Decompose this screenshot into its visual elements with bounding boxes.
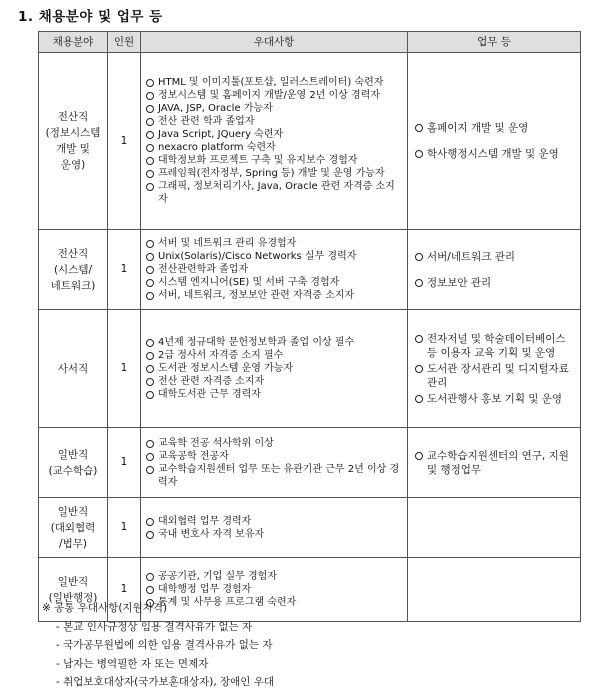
preferred-item: JAVA, JSP, Oracle 가능자 [145, 102, 403, 115]
preferred-item: 그래픽, 정보처리기사, Java, Oracle 관련 자격증 소지자 [145, 180, 403, 206]
duties-list [412, 332, 576, 406]
preferred-cell [141, 230, 408, 310]
count-cell: 1 [108, 428, 141, 498]
preferred-list [145, 237, 403, 302]
field-line: (시스템/ [53, 263, 93, 276]
preferred-item: 대학정보화 프로젝트 구축 및 유지보수 경험자 [145, 154, 403, 167]
duty-item: 정보보안 관리 [414, 276, 576, 290]
field-cell [39, 310, 108, 428]
field-cell [39, 428, 108, 498]
count-cell: 1 [108, 53, 141, 230]
common-item: - 국가공무원법에 의한 임용 결격사유가 없는 자 [56, 636, 274, 655]
preferred-item: nexacro platform 숙련자 [145, 141, 403, 154]
recruitment-table [38, 31, 581, 622]
preferred-list [145, 336, 403, 401]
header-field: 채용분야 [39, 32, 108, 53]
table-row [39, 310, 581, 428]
header-count: 인원 [108, 32, 141, 53]
preferred-item: 4년제 정규대학 문헌정보학과 졸업 이상 필수 [145, 336, 403, 349]
field-line: 개발 및 [56, 143, 90, 155]
field-cell [39, 230, 108, 310]
preferred-item: 대학행정 업무 경험자 [145, 583, 403, 596]
preferred-item: 교수학습지원센터 업무 또는 유관기관 근무 2년 이상 경력자 [145, 463, 403, 489]
preferred-item: 통계 및 사무용 프로그램 숙련자 [145, 596, 403, 609]
page-title: 1. 채용분야 및 업무 등 [18, 9, 163, 25]
preferred-item: HTML 및 이미지툴(포토샵, 일러스트레이터) 숙련자 [145, 76, 403, 89]
duty-item: 전자저널 및 학술데이터베이스 등 이용자 교육 기획 및 운영 [414, 332, 576, 360]
duties-cell [408, 230, 581, 310]
preferred-cell [141, 428, 408, 498]
field-line: (교수학습) [48, 464, 98, 477]
preferred-item: 시스템 엔지니어(SE) 및 서버 구축 경험자 [145, 276, 403, 289]
preferred-item: 전산 관련 학과 졸업자 [145, 115, 403, 128]
duty-item: 도서관 장서관리 및 디지털자료관리 [414, 362, 576, 390]
table-row [39, 428, 581, 498]
duty-item: 홈페이지 개발 및 운영 [414, 121, 576, 135]
duty-item: 서버/네트워크 관리 [414, 250, 576, 264]
common-item: - 취업보호대상자(국가보훈대상자), 장애인 우대 [56, 673, 274, 692]
preferred-item: 2급 정사서 자격증 소지 필수 [145, 349, 403, 362]
header-preferred: 우대사항 [141, 32, 408, 53]
preferred-item: 공공기관, 기업 실무 경험자 [145, 570, 403, 583]
duty-item: 교수학습지원센터의 연구, 지원 및 행정업무 [414, 449, 576, 477]
table-row [39, 53, 581, 230]
table-row [39, 230, 581, 310]
duty-item: 도서관행사 홍보 기획 및 운영 [414, 392, 576, 406]
preferred-list [145, 515, 403, 541]
count-cell: 1 [108, 558, 141, 622]
common-item: - 본교 인사규정상 임용 결격사유가 없는 자 [56, 618, 274, 637]
table-header-row [39, 32, 581, 53]
duties-cell [408, 53, 581, 230]
preferred-cell [141, 53, 408, 230]
preferred-item: Unix(Solaris)/Cisco Networks 실무 경력자 [145, 250, 403, 263]
field-line: 일반직 [57, 575, 89, 588]
preferred-item: 교육공학 전공자 [145, 450, 403, 463]
field-line: 네트워크) [50, 279, 96, 292]
common-preferences [42, 599, 274, 692]
field-line: 사서직 [57, 362, 89, 375]
preferred-item: 전산 관련 자격증 소지자 [145, 375, 403, 388]
field-cell [39, 53, 108, 230]
duties-cell [408, 428, 581, 498]
header-duties: 업무 등 [408, 32, 581, 53]
field-line: (정보시스템 [45, 127, 101, 139]
table-row [39, 498, 581, 558]
duties-list [412, 121, 576, 161]
count-cell: 1 [108, 230, 141, 310]
preferred-cell [141, 498, 408, 558]
duties-cell [408, 310, 581, 428]
duties-list [412, 449, 576, 477]
preferred-item: Java Script, JQuery 숙련자 [145, 128, 403, 141]
preferred-item: 전산관련학과 졸업자 [145, 263, 403, 276]
preferred-item: 프레임웍(전자정부, Spring 등) 개발 및 운영 가능자 [145, 167, 403, 180]
preferred-item: 대학도서관 근무 경력자 [145, 388, 403, 401]
duties-cell [408, 558, 581, 622]
count-cell: 1 [108, 310, 141, 428]
preferred-item: 정보시스템 및 홈페이지 개발/운영 2년 이상 경력자 [145, 89, 403, 102]
count-cell: 1 [108, 498, 141, 558]
common-heading: ※ 공통 우대사항(지원자격) [42, 602, 168, 614]
duty-item: 학사행정시스템 개발 및 운영 [414, 147, 576, 161]
duties-list [412, 250, 576, 290]
preferred-item: 도서관 정보시스템 운영 가능자 [145, 362, 403, 375]
preferred-item: 서버, 네트워크, 정보보안 관련 자격증 소지자 [145, 289, 403, 302]
field-line: 운영) [60, 159, 86, 171]
field-line: (일반행정) [48, 591, 98, 604]
field-cell [39, 498, 108, 558]
preferred-cell [141, 310, 408, 428]
preferred-list [145, 437, 403, 489]
preferred-item: 국내 변호사 자격 보유자 [145, 528, 403, 541]
field-line: (대외협력 [50, 521, 96, 534]
field-line: 일반직 [57, 448, 89, 461]
field-line: 전산직 [57, 247, 89, 260]
preferred-item: 교육학 전공 석사학위 이상 [145, 437, 403, 450]
common-item: - 남자는 병역필한 자 또는 면제자 [56, 655, 274, 674]
field-line: 일반직 [57, 505, 89, 518]
field-line: 전산직 [57, 111, 89, 123]
preferred-item: 서버 및 네트워크 관리 유경험자 [145, 237, 403, 250]
preferred-item: 대외협력 업무 경력자 [145, 515, 403, 528]
field-line: /법무) [59, 537, 87, 550]
common-list [42, 618, 274, 692]
preferred-list [145, 76, 403, 206]
table-body [39, 53, 581, 622]
duties-cell [408, 498, 581, 558]
